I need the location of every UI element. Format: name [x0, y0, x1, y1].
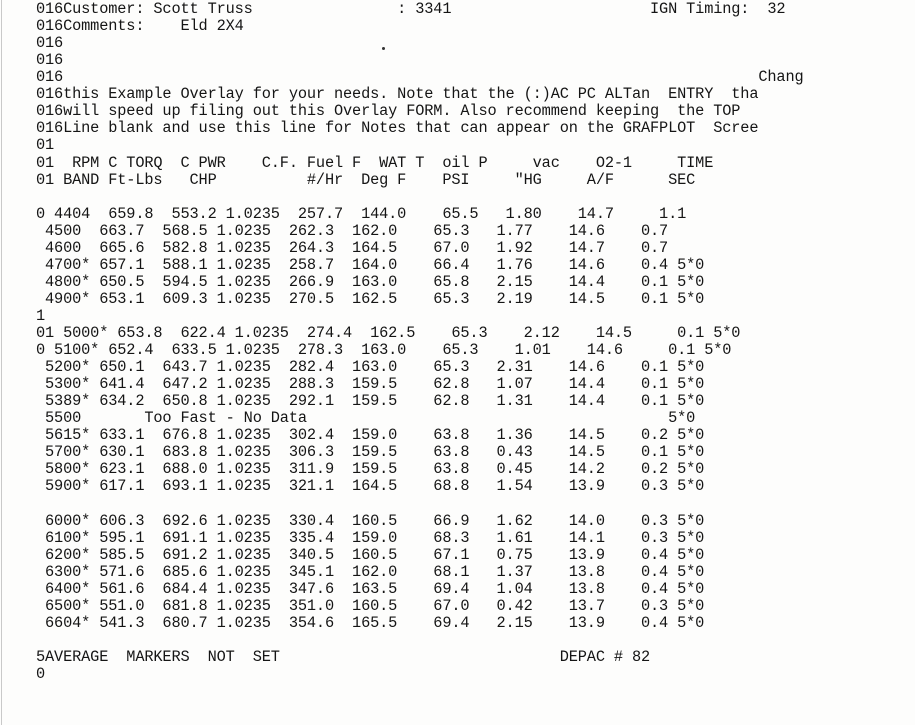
column-header-line-2: 01 BAND Ft-Lbs CHP #/Hr Deg F PSI "HG A/F SEC — [36, 170, 696, 189]
data-row: 5200* 650.1 643.7 1.0235 282.4 163.0 65.3 2.31 14.6 0.1 5*0 — [36, 358, 705, 377]
data-row: 4700* 657.1 588.1 1.0235 258.7 164.0 66.4 1.76 14.6 0.4 5*0 — [36, 255, 705, 274]
data-row: 5615* 633.1 676.8 1.0235 302.4 159.0 63.8 1.36 14.5 0.2 5*0 — [36, 426, 705, 445]
data-row: 5800* 623.1 688.0 1.0235 311.9 159.5 63.8 0.45 14.2 0.2 5*0 — [36, 460, 705, 479]
printout-line: 01 — [36, 136, 55, 155]
data-row: 5700* 630.1 683.8 1.0235 306.3 159.5 63.8 0.43 14.5 0.1 5*0 — [36, 443, 705, 462]
printout-line: 016 Chang — [36, 68, 804, 87]
data-row: 6604* 541.3 680.7 1.0235 354.6 165.5 69.4 2.15 13.9 0.4 5*0 — [36, 613, 705, 632]
average-markers-line: 5AVERAGE MARKERS NOT SET DEPAC # 82 — [36, 647, 651, 666]
printout-line: 016will speed up filing out this Overlay FORM. Also recommend keeping the TOP — [36, 102, 741, 121]
printout-line: 0 — [36, 665, 46, 683]
too-fast-row: 5389* 634.2 650.8 1.0235 292.1 159.5 62.8 1.31 14.4 0.1 5*0 — [36, 392, 705, 411]
printout-line: 016 — [36, 51, 64, 70]
data-row: 6500* 551.0 681.8 1.0235 351.0 160.5 67.0 0.42 13.7 0.3 5*0 — [36, 596, 705, 615]
data-row: 5900* 617.1 693.1 1.0235 321.1 164.5 68.8 1.54 13.9 0.3 5*0 — [36, 477, 705, 496]
printout-line: 016Line blank and use this line for Notes that can appear on the GRAFPLOT Scree — [36, 119, 759, 138]
customer-line: 016Customer: Scott Truss : 3341 IGN Timing: 32 — [36, 0, 786, 18]
printout-line: 016 — [36, 34, 64, 53]
data-row: 6400* 561.6 684.4 1.0235 347.6 163.5 69.4 1.04 13.8 0.4 5*0 — [36, 579, 705, 598]
data-row: 6100* 595.1 691.1 1.0235 335.4 159.0 68.3 1.61 14.1 0.3 5*0 — [36, 528, 705, 547]
data-row: 4600 665.6 582.8 1.0235 264.3 164.5 67.0 1.92 14.7 0.7 — [36, 238, 669, 257]
comments-line: 016Comments: Eld 2X4 — [36, 17, 244, 36]
page-edge — [1, 0, 2, 725]
data-row: 0 4404 659.8 553.2 1.0235 257.7 144.0 65.5 1.80 14.7 1.1 — [36, 204, 687, 223]
stray-mark — [382, 47, 385, 50]
data-row: 01 5000* 653.8 622.4 1.0235 274.4 162.5 65.3 2.12 14.5 0.1 5*0 — [36, 323, 741, 342]
data-row: 0 5100* 652.4 633.5 1.0235 278.3 163.0 65.3 1.01 14.6 0.1 5*0 — [36, 341, 732, 359]
data-row: 4800* 650.5 594.5 1.0235 266.9 163.0 65.8 2.15 14.4 0.1 5*0 — [36, 272, 705, 291]
data-row: 5500 Too Fast - No Data 5*0 — [36, 409, 696, 428]
column-header-line-1: 01 RPM C TORQ C PWR C.F. Fuel F WAT T oil P vac O2-1 TIME — [36, 153, 714, 172]
data-row: 1 — [36, 306, 46, 325]
printout-line: 016this Example Overlay for your needs. Note that the (:)AC PC ALTan ENTRY tha — [36, 85, 759, 104]
data-row: 4900* 653.1 609.3 1.0235 270.5 162.5 65.3 2.19 14.5 0.1 5*0 — [36, 289, 705, 308]
data-row: 6300* 571.6 685.6 1.0235 345.1 162.0 68.1 1.37 13.8 0.4 5*0 — [36, 562, 705, 581]
data-row: 5300* 641.4 647.2 1.0235 288.3 159.5 62.8 1.07 14.4 0.1 5*0 — [36, 375, 705, 394]
data-row: 6000* 606.3 692.6 1.0235 330.4 160.5 66.9 1.62 14.0 0.3 5*0 — [36, 511, 705, 530]
data-row: 4500 663.7 568.5 1.0235 262.3 162.0 65.3 1.77 14.6 0.7 — [36, 221, 669, 240]
data-row: 6200* 585.5 691.2 1.0235 340.5 160.5 67.1 0.75 13.9 0.4 5*0 — [36, 545, 705, 564]
